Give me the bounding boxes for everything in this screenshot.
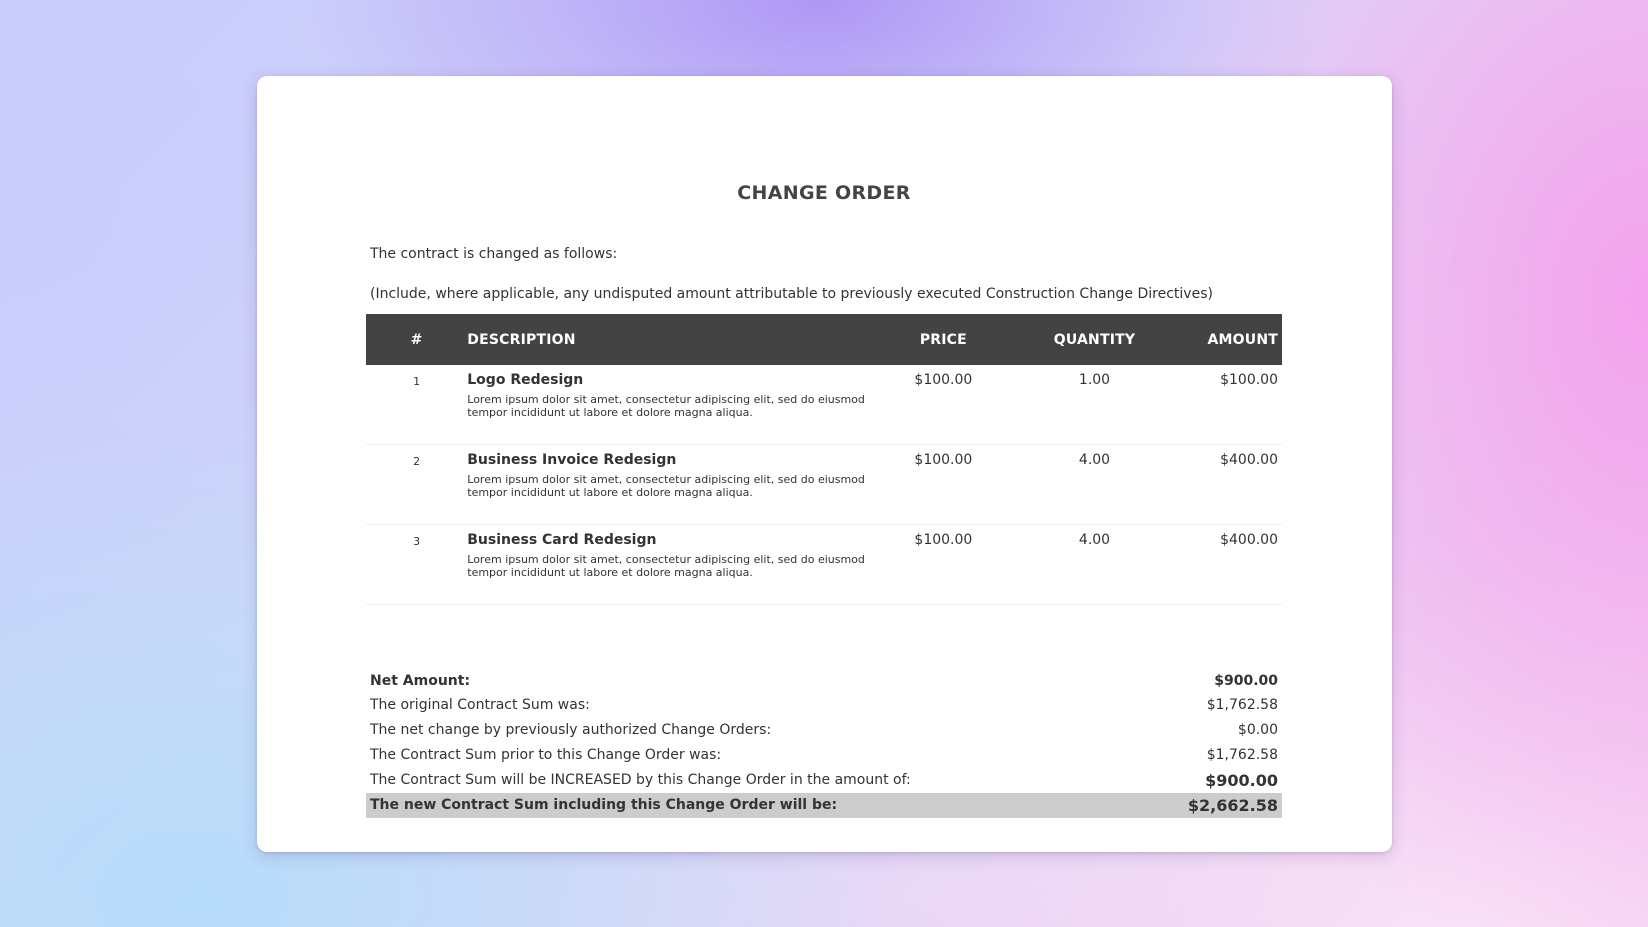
- previous-change-label: The net change by previously authorized Change Orders:: [370, 722, 772, 738]
- new-sum-label: The new Contract Sum including this Change Order will be:: [370, 797, 838, 813]
- header-price: PRICE: [874, 314, 1013, 365]
- item-name: Logo Redesign: [467, 372, 584, 388]
- header-amount: AMOUNT: [1176, 314, 1282, 365]
- header-description: DESCRIPTION: [467, 314, 874, 365]
- document-page: [257, 76, 1392, 852]
- document-title: CHANGE ORDER: [737, 182, 911, 204]
- row-description: [467, 365, 874, 445]
- net-amount-value: $900.00: [1214, 673, 1278, 689]
- prior-sum-row: [366, 743, 1282, 768]
- summary-section: [366, 669, 1282, 818]
- prior-sum-value: $1,762.58: [1206, 747, 1278, 763]
- new-sum-value: $2,662.58: [1187, 796, 1278, 815]
- row-amount: $400.00: [1176, 445, 1282, 525]
- item-description: Lorem ipsum dolor sit amet, consectetur adipiscing elit, sed do eiusmod tempor incididunt ut labore et dolore magna aliqua.: [467, 553, 865, 579]
- table-header-row: [366, 314, 1282, 365]
- row-quantity: 4.00: [1013, 445, 1177, 525]
- line-items-table: [366, 314, 1282, 605]
- row-description: [467, 445, 874, 525]
- header-quantity: QUANTITY: [1013, 314, 1177, 365]
- previous-change-row: [366, 718, 1282, 743]
- row-quantity: 4.00: [1013, 525, 1177, 605]
- row-price: $100.00: [874, 525, 1013, 605]
- original-sum-value: $1,762.58: [1206, 697, 1278, 713]
- table-row: [366, 365, 1282, 445]
- table-row: [366, 445, 1282, 525]
- header-number: #: [366, 314, 467, 365]
- row-number: 3: [366, 525, 467, 605]
- item-name: Business Card Redesign: [467, 532, 657, 548]
- prior-sum-label: The Contract Sum prior to this Change Order was:: [370, 747, 722, 763]
- original-sum-label: The original Contract Sum was:: [370, 697, 590, 713]
- net-amount-label: Net Amount:: [370, 673, 471, 689]
- item-description: Lorem ipsum dolor sit amet, consectetur adipiscing elit, sed do eiusmod tempor incididunt ut labore et dolore magna aliqua.: [467, 393, 865, 419]
- row-price: $100.00: [874, 445, 1013, 525]
- row-amount: $100.00: [1176, 365, 1282, 445]
- previous-change-value: $0.00: [1237, 722, 1278, 738]
- increase-label: The Contract Sum will be INCREASED by this Change Order in the amount of:: [370, 772, 911, 788]
- item-description: Lorem ipsum dolor sit amet, consectetur adipiscing elit, sed do eiusmod tempor incididunt ut labore et dolore magna aliqua.: [467, 473, 865, 499]
- row-price: $100.00: [874, 365, 1013, 445]
- original-sum-row: [366, 693, 1282, 718]
- row-number: 1: [366, 365, 467, 445]
- row-amount: $400.00: [1176, 525, 1282, 605]
- intro-text: The contract is changed as follows:: [370, 246, 618, 262]
- row-number: 2: [366, 445, 467, 525]
- row-quantity: 1.00: [1013, 365, 1177, 445]
- increase-value: $900.00: [1205, 771, 1278, 790]
- new-sum-row: [366, 793, 1282, 818]
- net-amount-row: [366, 669, 1282, 693]
- table-row: [366, 525, 1282, 605]
- item-name: Business Invoice Redesign: [467, 452, 677, 468]
- row-description: [467, 525, 874, 605]
- note-text: (Include, where applicable, any undisputed amount attributable to previously executed Construction Change Directives): [370, 286, 1213, 302]
- increase-row: [366, 768, 1282, 793]
